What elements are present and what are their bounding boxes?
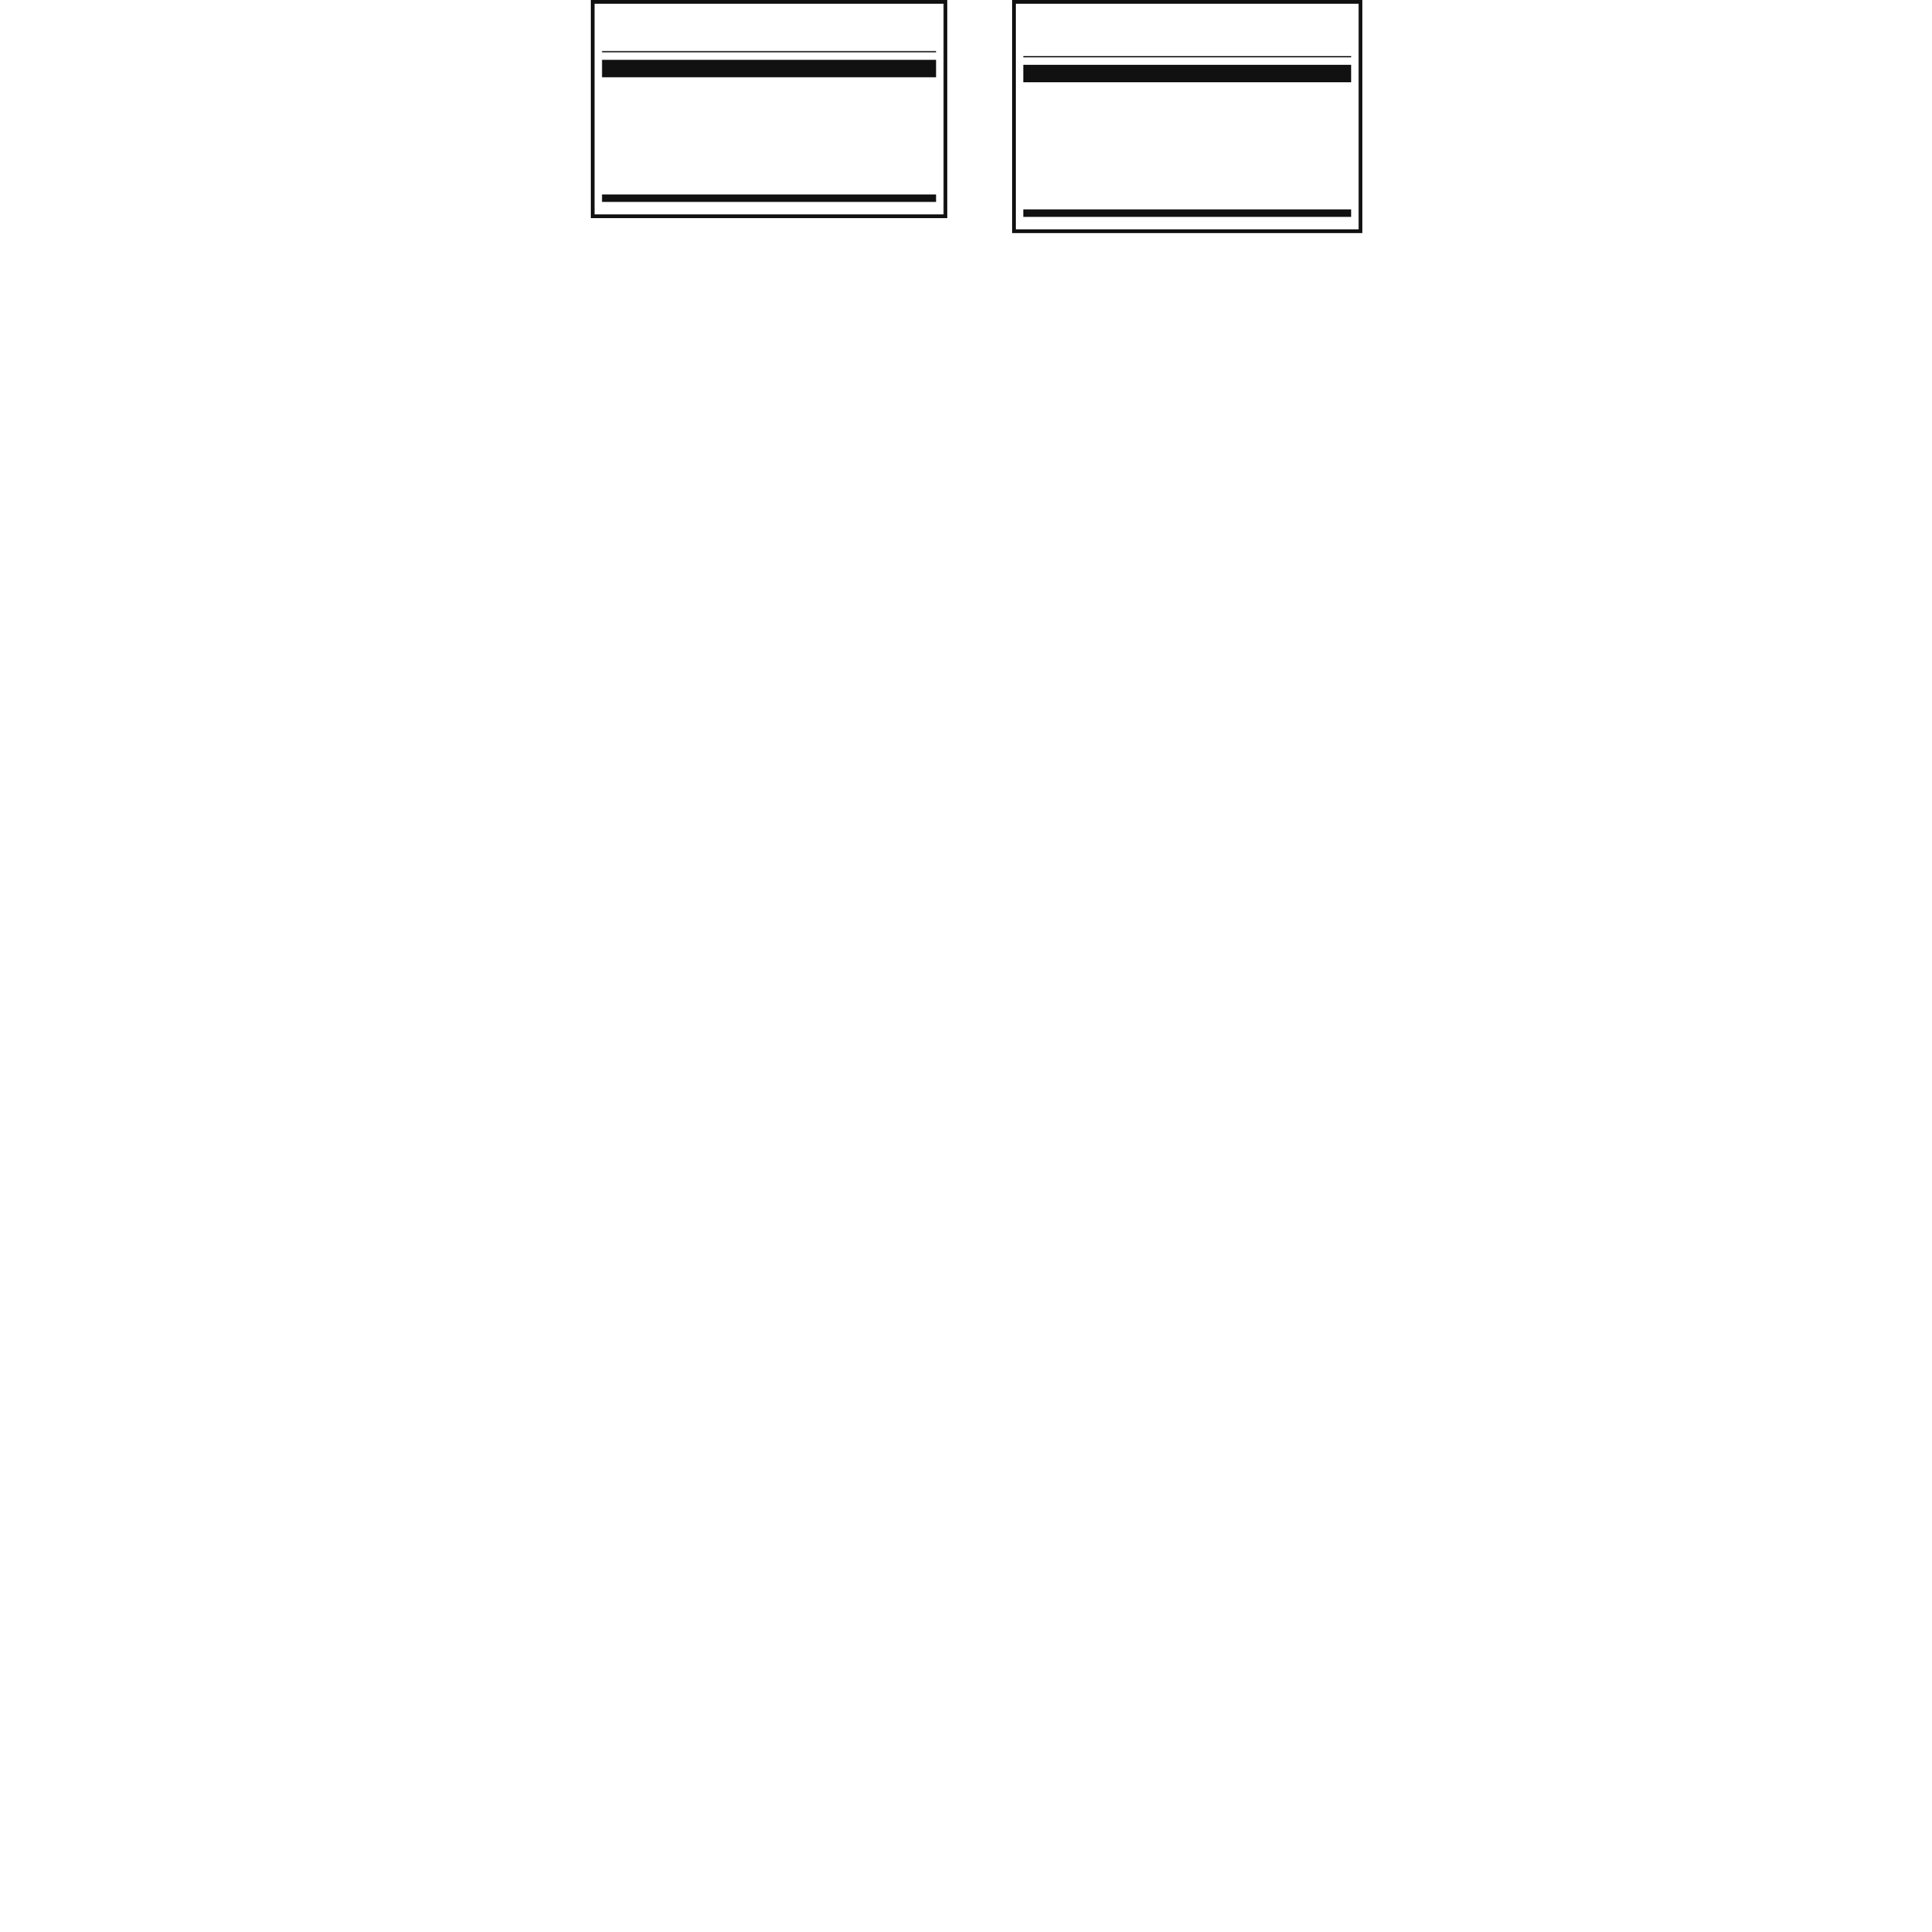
- english-panel: [1012, 0, 1362, 248]
- label-title: [1023, 9, 1285, 57]
- footnotes: [602, 195, 937, 202]
- nutrition-label-box: [591, 0, 947, 218]
- nutrition-label-box: [1012, 0, 1362, 233]
- thick-divider: [1023, 65, 1351, 82]
- spanish-panel: [591, 0, 947, 233]
- label-title: [602, 9, 869, 51]
- calories-row: [1023, 82, 1351, 207]
- calories-row: [602, 77, 937, 192]
- footnotes: [1023, 209, 1351, 217]
- thick-divider: [602, 60, 937, 77]
